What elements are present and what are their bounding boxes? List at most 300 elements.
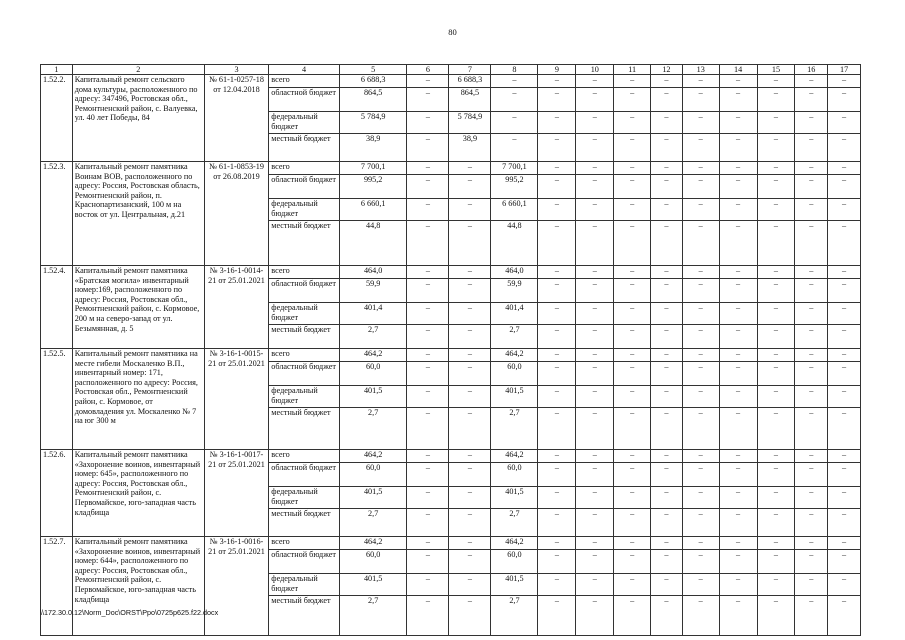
amount-cell: – [651,88,683,112]
amount-cell: – [757,362,795,386]
amount-cell: – [682,112,719,134]
amount-cell: 401,5 [339,487,407,509]
table-row [41,266,861,279]
amount-cell: – [719,88,757,112]
amount-cell: – [538,134,576,162]
amount-cell: – [651,134,683,162]
record-ref: № 61-1-0257-18 от 12.04.2018 [204,75,268,162]
amount-cell: 864,5 [339,88,407,112]
amount-cell: – [538,75,576,88]
amount-cell: – [449,303,491,325]
amount-cell: – [795,463,828,487]
record-code: 1.52.5. [41,349,73,450]
funding-source: федеральный бюджет [269,386,340,408]
amount-cell: – [576,325,614,349]
amount-cell: – [757,266,795,279]
amount-cell: – [719,134,757,162]
amount-cell: – [449,537,491,550]
amount-cell: – [828,325,861,349]
amount-cell: – [538,162,576,175]
amount-cell: – [682,325,719,349]
record-name: Капитальный ремонт памятника «Захоронение воинов, инвентарный номер: 645», расположенного по адресу: Россия, Ростовская обл., Ремонтненский район, с. Первомайское, юго-западная часть кладбища [72,450,204,537]
amount-cell: – [407,175,449,199]
amount-cell: – [576,162,614,175]
amount-cell: – [795,596,828,636]
budget-table [40,64,861,636]
amount-cell: – [651,221,683,266]
amount-cell: – [614,199,651,221]
amount-cell: – [449,463,491,487]
funding-source: федеральный бюджет [269,303,340,325]
amount-cell: – [682,463,719,487]
amount-cell: – [795,221,828,266]
column-header: 4 [269,65,340,75]
amount-cell: – [576,537,614,550]
amount-cell: 2,7 [491,509,538,537]
amount-cell: – [651,175,683,199]
amount-cell: – [682,509,719,537]
amount-cell: – [682,574,719,596]
column-header: 5 [339,65,407,75]
amount-cell: – [682,450,719,463]
amount-cell: 38,9 [449,134,491,162]
amount-cell: – [682,199,719,221]
amount-cell: – [651,75,683,88]
amount-cell: 2,7 [491,325,538,349]
amount-cell: – [538,463,576,487]
amount-cell: – [828,509,861,537]
amount-cell: 60,0 [339,362,407,386]
funding-source: всего [269,349,340,362]
amount-cell: – [757,279,795,303]
amount-cell: – [651,386,683,408]
amount-cell: – [828,386,861,408]
amount-cell: – [614,325,651,349]
amount-cell: – [614,487,651,509]
amount-cell: – [757,134,795,162]
amount-cell: – [576,112,614,134]
amount-cell: 60,0 [491,550,538,574]
amount-cell: 2,7 [491,408,538,450]
amount-cell: – [614,509,651,537]
amount-cell: – [407,509,449,537]
amount-cell: – [828,175,861,199]
column-header: 15 [757,65,795,75]
amount-cell: – [719,303,757,325]
amount-cell: – [614,75,651,88]
amount-cell: – [828,487,861,509]
record-name: Капитальный ремонт сельского дома культуры, расположенного по адресу: 347496, Ростовская обл., Ремонтненский район, с. Валуевка, ул. 40 лет Победы, 84 [72,75,204,162]
amount-cell: – [407,221,449,266]
amount-cell: – [538,303,576,325]
amount-cell: – [576,134,614,162]
amount-cell: – [719,349,757,362]
amount-cell: – [682,487,719,509]
amount-cell: – [651,487,683,509]
amount-cell: – [651,537,683,550]
amount-cell: – [651,325,683,349]
funding-source: областной бюджет [269,175,340,199]
amount-cell: – [828,199,861,221]
amount-cell: – [828,112,861,134]
amount-cell: – [614,450,651,463]
record-ref: № 3-16-1-0015-21 от 25.01.2021 [204,349,268,450]
amount-cell: 464,0 [491,266,538,279]
amount-cell: – [795,487,828,509]
amount-cell: – [538,279,576,303]
amount-cell: – [795,303,828,325]
amount-cell: – [538,266,576,279]
amount-cell: – [719,362,757,386]
amount-cell: – [795,134,828,162]
amount-cell: – [828,349,861,362]
amount-cell: – [491,88,538,112]
funding-source: федеральный бюджет [269,487,340,509]
amount-cell: – [795,450,828,463]
amount-cell: – [682,349,719,362]
amount-cell: – [757,463,795,487]
amount-cell: – [651,463,683,487]
amount-cell: – [614,134,651,162]
funding-source: местный бюджет [269,134,340,162]
amount-cell: – [795,550,828,574]
amount-cell: 401,5 [339,386,407,408]
column-header: 6 [407,65,449,75]
amount-cell: – [449,349,491,362]
amount-cell: – [407,574,449,596]
amount-cell: – [651,362,683,386]
amount-cell: 464,2 [339,537,407,550]
amount-cell: – [795,362,828,386]
amount-cell: – [538,408,576,450]
amount-cell: – [576,463,614,487]
amount-cell: – [651,112,683,134]
amount-cell: – [682,386,719,408]
funding-source: всего [269,537,340,550]
amount-cell: – [719,450,757,463]
amount-cell: – [682,303,719,325]
amount-cell: – [449,487,491,509]
funding-source: всего [269,162,340,175]
amount-cell: – [795,537,828,550]
amount-cell: – [614,408,651,450]
amount-cell: – [757,162,795,175]
amount-cell: – [682,162,719,175]
amount-cell: – [614,349,651,362]
amount-cell: 401,5 [491,386,538,408]
amount-cell: – [576,386,614,408]
amount-cell: – [795,199,828,221]
amount-cell: – [449,325,491,349]
amount-cell: – [407,75,449,88]
amount-cell: – [576,303,614,325]
amount-cell: 5 784,9 [449,112,491,134]
amount-cell: – [407,303,449,325]
column-header: 9 [538,65,576,75]
amount-cell: – [538,221,576,266]
funding-source: местный бюджет [269,509,340,537]
amount-cell: – [576,75,614,88]
funding-source: местный бюджет [269,221,340,266]
amount-cell: 2,7 [339,325,407,349]
amount-cell: – [614,175,651,199]
amount-cell: – [757,386,795,408]
amount-cell: 864,5 [449,88,491,112]
amount-cell: – [407,266,449,279]
amount-cell: 2,7 [339,408,407,450]
amount-cell: – [407,134,449,162]
table-row [41,349,861,362]
amount-cell: – [682,266,719,279]
amount-cell: 995,2 [339,175,407,199]
amount-cell: – [538,112,576,134]
amount-cell: – [538,349,576,362]
amount-cell: – [651,199,683,221]
amount-cell: – [407,596,449,636]
amount-cell: – [719,574,757,596]
amount-cell: – [719,550,757,574]
amount-cell: 464,0 [339,266,407,279]
amount-cell: – [614,221,651,266]
amount-cell: – [614,537,651,550]
column-header: 12 [651,65,683,75]
amount-cell: – [651,279,683,303]
amount-cell: – [407,408,449,450]
record-ref: № 3-16-1-0017-21 от 25.01.2021 [204,450,268,537]
record-name: Капитальный ремонт памятника «Братская могила» инвентарный номер:169, расположенного по адресу: Россия, Ростовская обл., Ремонтненский район, с. Кормовое, 200 м на северо-запад от ул. Безымянная, д. 5 [72,266,204,349]
amount-cell: – [795,349,828,362]
amount-cell: – [576,349,614,362]
record-name: Капитальный ремонт памятника на месте гибели Москаленко В.П., инвентарный номер: 171, расположенного по адресу: Россия, Ростовская обл., Ремонтненский район, с. Кормовое, от домовладения ул. Москаленко № 7 на юг 300 м [72,349,204,450]
amount-cell: 59,9 [491,279,538,303]
amount-cell: 401,5 [491,487,538,509]
amount-cell: – [828,134,861,162]
amount-cell: – [757,303,795,325]
amount-cell: – [407,386,449,408]
funding-source: всего [269,266,340,279]
amount-cell: – [576,279,614,303]
amount-cell: – [757,175,795,199]
amount-cell: – [828,88,861,112]
amount-cell: – [719,112,757,134]
amount-cell: – [449,574,491,596]
funding-source: местный бюджет [269,408,340,450]
amount-cell: – [576,88,614,112]
amount-cell: – [757,75,795,88]
amount-cell: – [719,221,757,266]
amount-cell: 5 784,9 [339,112,407,134]
amount-cell: – [449,408,491,450]
amount-cell: – [614,303,651,325]
amount-cell: – [614,88,651,112]
amount-cell: – [538,199,576,221]
amount-cell: – [719,175,757,199]
table-row [41,162,861,175]
amount-cell: – [614,266,651,279]
amount-cell: – [795,162,828,175]
amount-cell: 60,0 [491,362,538,386]
amount-cell: 6 660,1 [339,199,407,221]
table-row [41,537,861,550]
amount-cell: – [576,266,614,279]
amount-cell: – [407,450,449,463]
amount-cell: – [719,75,757,88]
amount-cell: – [719,199,757,221]
amount-cell: – [576,574,614,596]
amount-cell: – [491,75,538,88]
amount-cell: – [576,550,614,574]
amount-cell: 38,9 [339,134,407,162]
amount-cell: – [576,199,614,221]
amount-cell: 7 700,1 [339,162,407,175]
amount-cell: – [449,450,491,463]
amount-cell: – [795,408,828,450]
amount-cell: 464,2 [491,450,538,463]
page-number: 80 [448,27,457,37]
funding-source: областной бюджет [269,279,340,303]
amount-cell: – [682,550,719,574]
amount-cell: – [757,199,795,221]
amount-cell: – [576,362,614,386]
amount-cell: – [828,408,861,450]
column-header: 17 [828,65,861,75]
amount-cell: 60,0 [339,463,407,487]
record-name: Капитальный ремонт памятника Воинам ВОВ, расположенного по адресу: Россия, Ростовская область, Ремонтненский район, п. Краснопартизанский, 100 м на восток от ул. Центральная, д.21 [72,162,204,266]
amount-cell: 59,9 [339,279,407,303]
amount-cell: – [651,162,683,175]
amount-cell: 60,0 [339,550,407,574]
amount-cell: – [757,537,795,550]
amount-cell: – [828,463,861,487]
amount-cell: – [682,88,719,112]
table-row [41,75,861,88]
amount-cell: – [719,386,757,408]
amount-cell: – [449,221,491,266]
amount-cell: – [682,175,719,199]
amount-cell: – [795,88,828,112]
amount-cell: – [614,362,651,386]
record-code: 1.52.3. [41,162,73,266]
amount-cell: 44,8 [491,221,538,266]
amount-cell: 6 688,3 [449,75,491,88]
amount-cell: – [407,362,449,386]
amount-cell: – [828,221,861,266]
amount-cell: 7 700,1 [491,162,538,175]
amount-cell: – [407,537,449,550]
amount-cell: – [576,596,614,636]
amount-cell: 464,2 [339,349,407,362]
amount-cell: 464,2 [339,450,407,463]
amount-cell: – [757,325,795,349]
amount-cell: 60,0 [491,463,538,487]
amount-cell: 2,7 [339,509,407,537]
column-header: 7 [449,65,491,75]
column-header: 8 [491,65,538,75]
column-header: 16 [795,65,828,75]
funding-source: областной бюджет [269,550,340,574]
amount-cell: – [614,463,651,487]
funding-source: федеральный бюджет [269,112,340,134]
amount-cell: – [757,487,795,509]
amount-cell: – [757,450,795,463]
amount-cell: – [651,509,683,537]
amount-cell: – [449,162,491,175]
amount-cell: – [682,279,719,303]
record-name: Капитальный ремонт памятника «Захоронение воинов, инвентарный номер: 644», расположенного по адресу: Россия, Ростовская обл., Ремонтненский район, с. Первомайское, юго-западная часть кладбища [72,537,204,636]
amount-cell: – [576,408,614,450]
amount-cell: – [449,386,491,408]
amount-cell: – [719,463,757,487]
amount-cell: – [576,221,614,266]
record-code: 1.52.2. [41,75,73,162]
amount-cell: – [795,386,828,408]
amount-cell: – [828,266,861,279]
amount-cell: – [795,279,828,303]
amount-cell: – [757,408,795,450]
amount-cell: – [491,134,538,162]
column-header: 11 [614,65,651,75]
column-header: 10 [576,65,614,75]
amount-cell: – [651,550,683,574]
amount-cell: – [828,362,861,386]
amount-cell: – [614,112,651,134]
amount-cell: – [491,112,538,134]
amount-cell: – [651,574,683,596]
amount-cell: – [682,537,719,550]
amount-cell: – [828,279,861,303]
amount-cell: – [795,75,828,88]
funding-source: областной бюджет [269,88,340,112]
amount-cell: 464,2 [491,349,538,362]
amount-cell: – [795,509,828,537]
amount-cell: 401,4 [339,303,407,325]
amount-cell: – [795,266,828,279]
amount-cell: – [651,266,683,279]
amount-cell: – [719,162,757,175]
amount-cell: – [651,303,683,325]
amount-cell: – [614,550,651,574]
amount-cell: – [757,596,795,636]
record-ref: № 61-1-0853-19 от 26.08.2019 [204,162,268,266]
amount-cell: – [828,537,861,550]
table-row [41,450,861,463]
amount-cell: – [719,279,757,303]
amount-cell: – [795,175,828,199]
column-header: 3 [204,65,268,75]
amount-cell: – [538,509,576,537]
record-ref: № 3-16-1-0014-21 от 25.01.2021 [204,266,268,349]
record-code: 1.52.6. [41,450,73,537]
amount-cell: – [538,450,576,463]
amount-cell: – [449,550,491,574]
funding-source: всего [269,75,340,88]
amount-cell: – [449,279,491,303]
amount-cell: – [757,349,795,362]
amount-cell: – [682,408,719,450]
amount-cell: – [538,574,576,596]
amount-cell: – [407,550,449,574]
funding-source: федеральный бюджет [269,199,340,221]
amount-cell: – [719,509,757,537]
amount-cell: 464,2 [491,537,538,550]
column-header: 13 [682,65,719,75]
amount-cell: – [828,162,861,175]
record-code: 1.52.4. [41,266,73,349]
funding-source: всего [269,450,340,463]
amount-cell: – [538,175,576,199]
funding-source: областной бюджет [269,362,340,386]
amount-cell: – [757,88,795,112]
